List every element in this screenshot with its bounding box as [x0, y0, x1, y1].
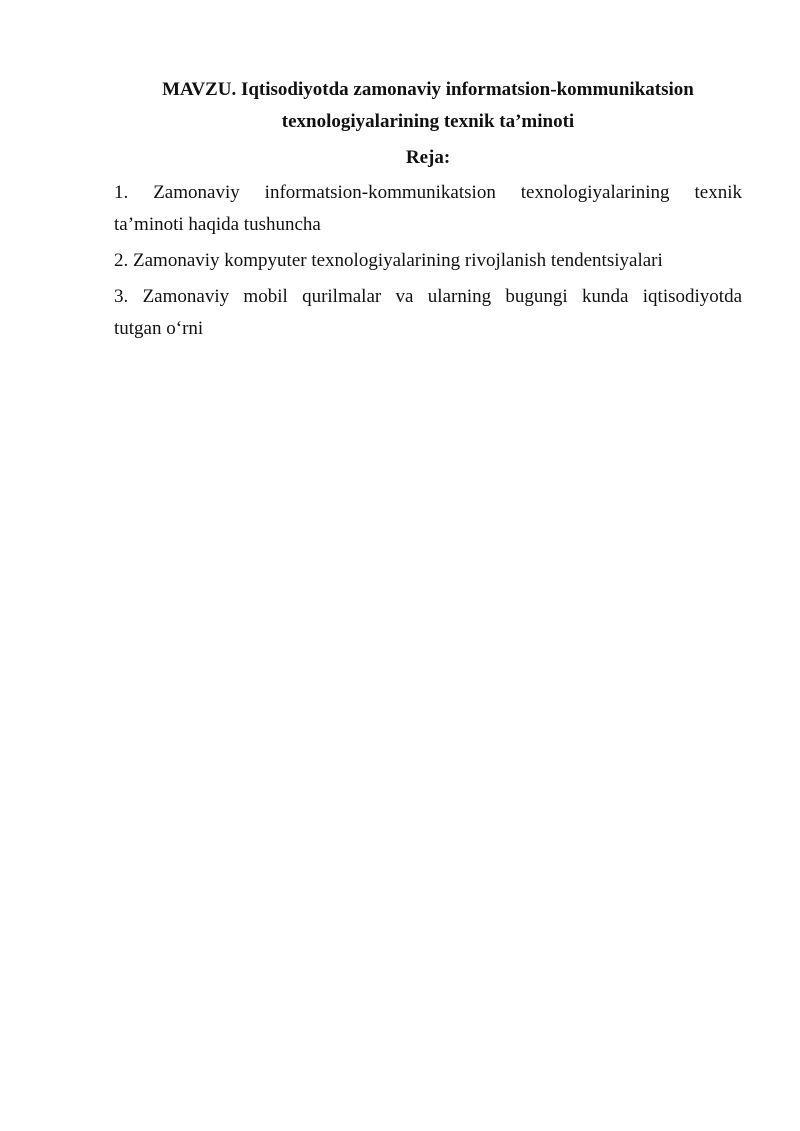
plan-item-3-line-2: tutgan o‘rni: [114, 318, 204, 339]
plan-item-1-line-1: 1. Zamonaviy informatsion-kommunikatsion texnologiyalarining texnik: [114, 182, 742, 203]
plan-heading: Reja:: [405, 147, 451, 168]
plan-item-1-line-2: ta’minoti haqida tushuncha: [114, 214, 321, 235]
plan-item-1: [114, 177, 742, 241]
document-title-line-1: MAVZU. Iqtisodiyotda zamonaviy informatsion-kommunikatsion: [162, 79, 694, 100]
plan-item-2: [114, 245, 742, 277]
document-content: [114, 74, 742, 349]
plan-list: [114, 177, 742, 345]
document-title: [114, 74, 742, 138]
plan-item-3-line-1: 3. Zamonaviy mobil qurilmalar va ularning bugungi kunda iqtisodiyotda: [114, 286, 742, 307]
plan-item-2-line-1: 2. Zamonaviy kompyuter texnologiyalarining rivojlanish tendentsiyalari: [114, 250, 663, 271]
document-title-line-2: texnologiyalarining texnik ta’minoti: [281, 111, 575, 132]
plan-item-3: [114, 281, 742, 345]
